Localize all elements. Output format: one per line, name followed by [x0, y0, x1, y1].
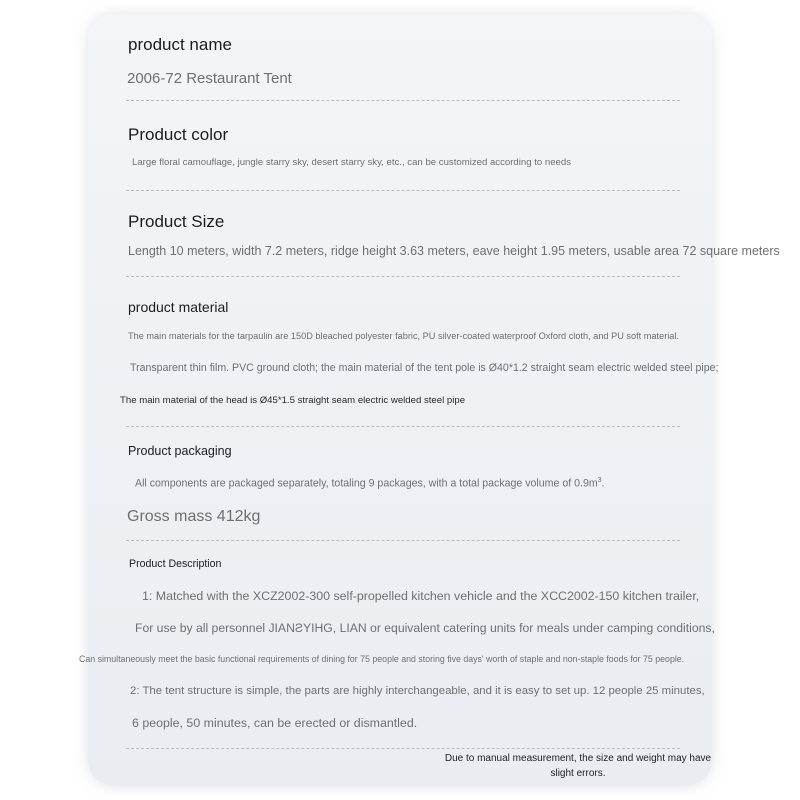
product-name-value: 2006-72 Restaurant Tent: [127, 70, 292, 87]
measurement-note: Due to manual measurement, the size and weight may have slight errors.: [444, 753, 712, 779]
product-size-heading: Product Size: [128, 212, 225, 231]
divider: [126, 540, 680, 541]
description-line-1: 1: Matched with the XCZ2002-300 self-propelled kitchen vehicle and the XCC2002-150 kitchen trailer,: [142, 589, 700, 603]
description-line-2: For use by all personnel JIANƧYIHG, LIAN or equivalent catering units for meals under camping conditions,: [135, 621, 715, 635]
product-material-line-1: The main materials for the tarpaulin are 150D bleached polyester fabric, PU silver-coated waterproof Oxford cloth, and PU soft material.: [128, 331, 679, 341]
description-line-5: 6 people, 50 minutes, can be erected or dismantled.: [132, 716, 418, 730]
divider: [126, 426, 680, 427]
product-color-value: Large floral camouflage, jungle starry sky, desert starry sky, etc., can be customized according to needs: [132, 157, 572, 168]
product-material-heading: product material: [128, 299, 229, 315]
product-material-line-2: Transparent thin film. PVC ground cloth; the main material of the tent pole is Ø40*1.2 straight seam electric welded steel pipe;: [130, 362, 719, 374]
description-line-4: 2: The tent structure is simple, the parts are highly interchangeable, and it is easy to set up. 12 people 25 minutes,: [130, 685, 705, 697]
description-line-3: Can simultaneously meet the basic functional requirements of dining for 75 people and storing five days' worth of staple and non-staple foods for 75 people.: [79, 654, 685, 664]
divider: [126, 100, 680, 101]
divider: [126, 276, 680, 277]
product-packaging-value: All components are packaged separately, totaling 9 packages, with a total package volume of $0.9m^3$.: [135, 477, 605, 490]
product-name-heading: product name: [128, 35, 232, 54]
divider: [126, 748, 680, 749]
product-size-value: Length 10 meters, width 7.2 meters, ridge height 3.63 meters, eave height 1.95 meters, usable area 72 square meters: [128, 244, 780, 258]
product-color-heading: Product color: [128, 125, 229, 144]
product-packaging-heading: Product packaging: [128, 444, 232, 458]
product-material-line-3: The main material of the head is Ø45*1.5 straight seam electric welded steel pipe: [120, 395, 466, 406]
divider: [126, 190, 680, 191]
gross-mass-value: Gross mass 412kg: [127, 508, 261, 525]
product-description-heading: Product Description: [129, 558, 222, 570]
